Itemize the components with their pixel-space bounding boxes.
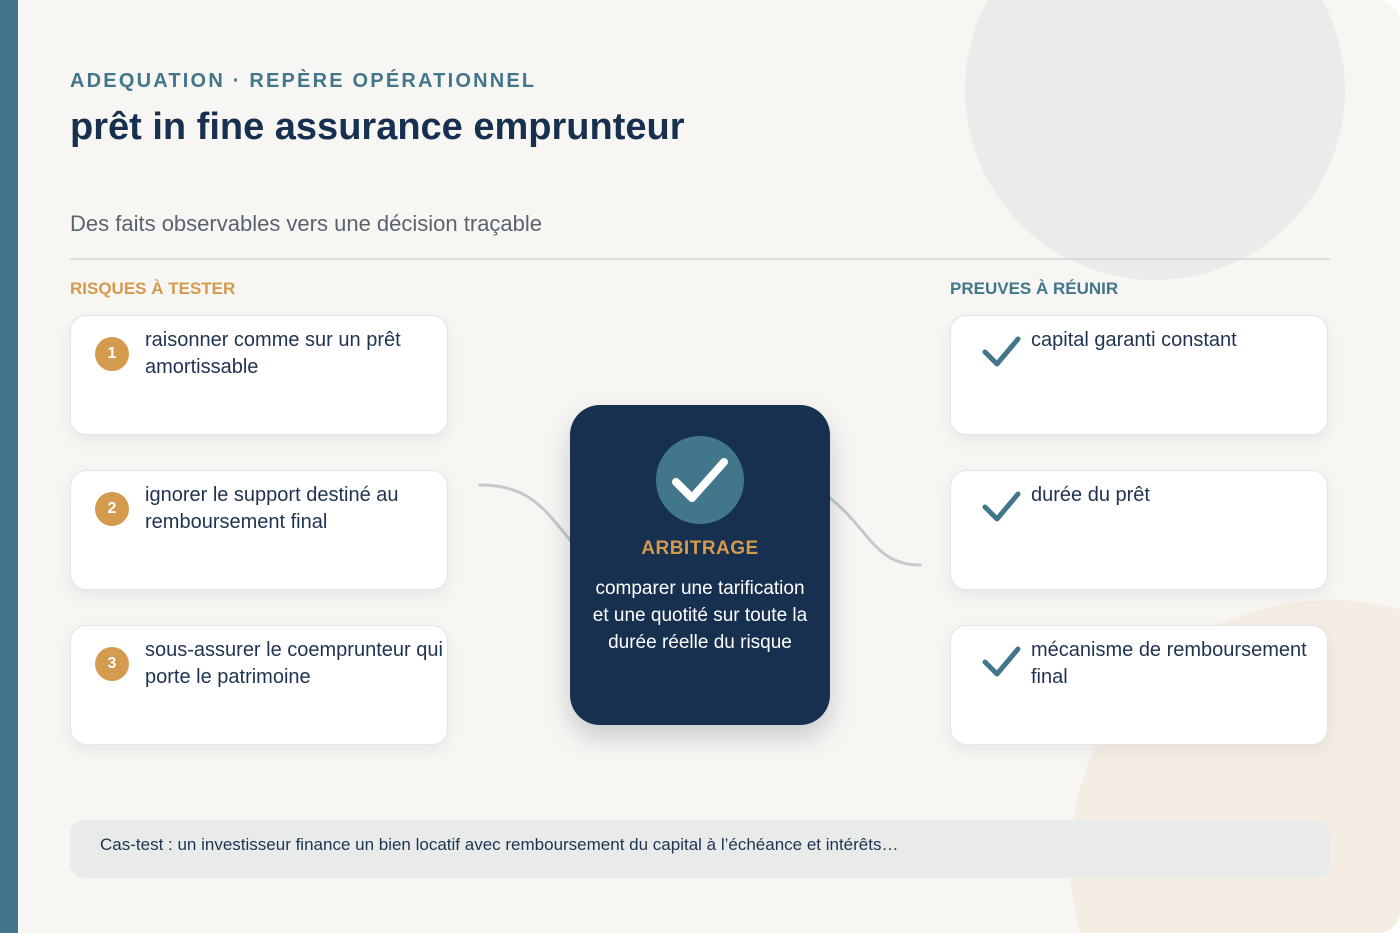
proof-text: capital garanti constant xyxy=(1031,329,1237,351)
decorative-circle-top xyxy=(965,0,1345,280)
checkmark-icon xyxy=(981,489,1023,525)
connector-left xyxy=(480,485,570,540)
risk-card xyxy=(70,470,448,590)
risk-text: raisonner comme sur un prêt amortissable xyxy=(145,329,401,378)
risk-text: sous-assurer le coemprunteur qui porte le patrimoine xyxy=(145,639,443,688)
check-icon xyxy=(656,436,744,524)
proof-text: mécanisme de remboursement final xyxy=(1031,639,1307,688)
eyebrow-label: ADEQUATION · REPÈRE OPÉRATIONNEL xyxy=(70,70,537,92)
proofs-heading: PREUVES À RÉUNIR xyxy=(950,279,1119,298)
proof-text: durée du prêt xyxy=(1031,484,1150,506)
left-accent-bar xyxy=(0,0,18,933)
case-test-box xyxy=(70,820,1330,878)
checkmark-icon xyxy=(981,644,1023,680)
risk-card xyxy=(70,315,448,435)
proof-card xyxy=(950,470,1328,590)
connector-right xyxy=(830,498,920,565)
page-title: prêt in fine assurance emprunteur xyxy=(70,106,685,148)
risks-heading: RISQUES À TESTER xyxy=(70,279,236,298)
risk-number-badge: 3 xyxy=(95,647,129,681)
risk-text: ignorer le support destiné au remboursement final xyxy=(145,484,399,533)
arbitrage-text: comparer une tarification et une quotité sur toute la durée réelle du risque xyxy=(592,578,808,653)
checkmark-icon xyxy=(981,334,1023,370)
risk-number-badge: 1 xyxy=(95,337,129,371)
proof-card xyxy=(950,625,1328,745)
header-divider xyxy=(70,258,1330,260)
risk-number-badge: 2 xyxy=(95,492,129,526)
arbitrage-card xyxy=(570,405,830,725)
risk-card xyxy=(70,625,448,745)
proof-card xyxy=(950,315,1328,435)
page-subtitle: Des faits observables vers une décision traçable xyxy=(70,211,543,236)
case-test-text: Cas-test : un investisseur finance un bien locatif avec remboursement du capital à l’échéance et intérêts… xyxy=(100,835,899,854)
arbitrage-label: ARBITRAGE xyxy=(641,538,759,559)
